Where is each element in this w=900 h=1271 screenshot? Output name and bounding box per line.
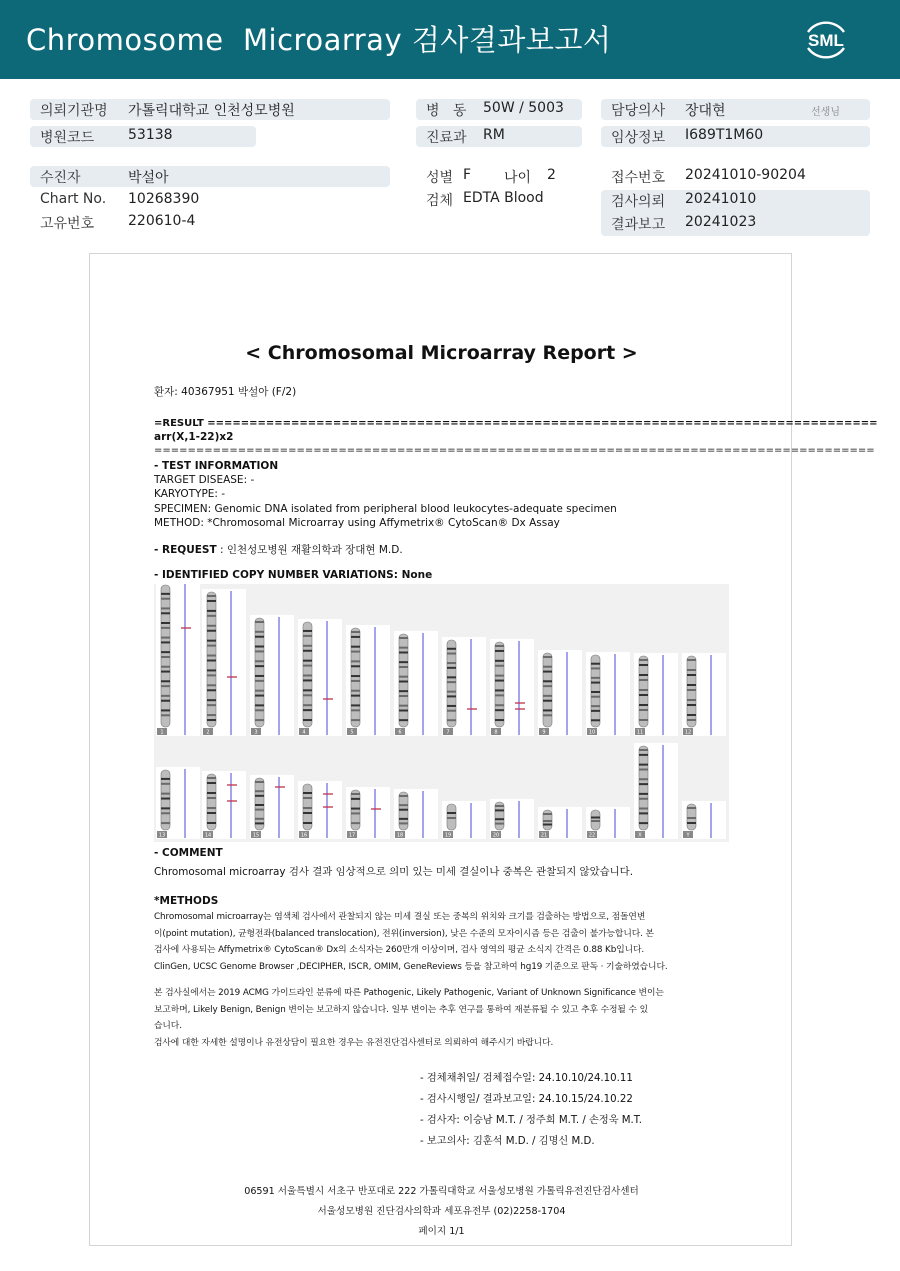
report-date-label: 결과보고	[611, 217, 666, 233]
karyogram-chromosome-Y	[682, 801, 726, 839]
report-header	[0, 0, 900, 79]
acmg-line: 검사에 대한 자세한 설명이나 유전상담이 필요한 경우는 유전진단검사센터로 의뢰하여 해주시기 바랍니다.	[154, 1037, 554, 1048]
karyogram-label: 3	[254, 729, 258, 736]
karyogram-chromosome-18	[394, 789, 438, 839]
karyogram-chromosome-1	[156, 582, 200, 736]
report-title: Chromosome Microarray 검사결과보고서	[26, 23, 612, 57]
karyogram-label: 7	[446, 729, 450, 736]
method-line: METHOD: *Chromosomal Microarray using Affymetrix® CytoScan® Dx Assay	[154, 517, 560, 529]
karyogram-label: 2	[206, 729, 210, 736]
karyogram-label: 12	[684, 729, 692, 736]
karyogram-chromosome-20	[490, 799, 534, 839]
karyogram-chromosome-16	[298, 781, 342, 839]
logo-text: SML	[808, 31, 844, 50]
patient-field: 수진자 박설아	[30, 166, 390, 187]
result-label: =RESULT ================================================================================	[154, 418, 878, 429]
karyotype: KARYOTYPE: -	[154, 488, 226, 500]
karyogram-label: 6	[398, 729, 402, 736]
methods-line: 이(point mutation), 균형전좌(balanced translocation), 전위(inversion), 낮은 수준의 모자이시즘 등은 검출이 불가능합니다. 본	[154, 928, 654, 939]
doctor-field: 담당의사 장대현 선생님	[601, 99, 870, 120]
signoff-block	[420, 1068, 642, 1152]
karyogram-chromosome-11	[634, 653, 678, 736]
karyogram-chromosome-19	[442, 801, 486, 839]
karyogram-label: Y	[686, 832, 690, 839]
methods-paragraph	[154, 909, 668, 975]
karyogram-chromosome-X	[634, 743, 678, 839]
footer-address: 06591 서울특별시 서초구 반포대로 222 가톨릭대학교 서울성모병원 가톨릭유전진단검사센터	[244, 1186, 639, 1197]
result-value: arr(X,1-22)x2	[154, 431, 234, 443]
specimen-field: 검체 EDTA Blood	[426, 190, 544, 209]
karyogram-label: 16	[300, 832, 308, 839]
karyogram-label: 20	[492, 832, 500, 839]
receipt-no-field: 접수번호 20241010-90204	[611, 167, 806, 186]
karyogram-chromosome-22	[586, 807, 630, 839]
karyogram-label: 11	[636, 729, 644, 736]
karyogram-label: 9	[542, 729, 546, 736]
karyogram-label: 18	[396, 832, 404, 839]
karyogram	[154, 584, 729, 842]
karyogram-label: 5	[350, 729, 354, 736]
institution-field: 의뢰기관명 가톨릭대학교 인천성모병원	[30, 99, 390, 120]
karyogram-label: 17	[348, 832, 356, 839]
karyogram-chromosome-21	[538, 807, 582, 839]
acmg-paragraph	[154, 985, 664, 1051]
karyogram-chromosome-7	[442, 637, 486, 736]
test-info-heading: - TEST INFORMATION	[154, 460, 279, 472]
cnv-heading: - IDENTIFIED COPY NUMBER VARIATIONS: None	[154, 569, 433, 581]
footer-department: 서울성모병원 진단검사의학과 세포유전부 (02)2258-1704	[317, 1206, 566, 1217]
acmg-line: 습니다.	[154, 1021, 182, 1031]
ward-field: 병 동 50W / 5003	[416, 99, 582, 120]
clinical-info-field: 임상정보 I689T1M60	[601, 126, 870, 147]
karyogram-label: 21	[540, 832, 548, 839]
karyogram-chromosome-10	[586, 652, 630, 736]
karyogram-label: 19	[444, 832, 452, 839]
request-value: : 인천성모병원 재활의학과 장대현 M.D.	[219, 544, 403, 556]
date-fields-box	[601, 190, 870, 236]
request-date-value: 20241010	[685, 191, 757, 207]
signoff-line: - 검체채취일/ 검체접수일: 24.10.10/24.10.11	[420, 1073, 633, 1084]
karyogram-chromosome-13	[156, 767, 200, 839]
methods-line: 검사에 사용되는 Affymetrix® CytoScan® Dx의 소식자는 260만개 이상이며, 검사 영역의 평균 소식지 간격은 0.88 Kb입니다.	[154, 945, 645, 955]
report-document	[89, 253, 878, 1246]
request-label: - REQUEST	[154, 544, 217, 556]
karyogram-chromosome-9	[538, 650, 582, 736]
karyogram-chromosome-6	[394, 631, 438, 736]
karyogram-chromosome-2	[202, 589, 246, 736]
methods-line: ClinGen, UCSC Genome Browser ,DECIPHER, ISCR, OMIM, GeneReviews 등을 참고하여 hg19 기준으로 판독 · 기술하였습니다.	[154, 961, 668, 972]
signoff-line: - 검사시행일/ 결과보고일: 24.10.15/24.10.22	[420, 1094, 633, 1105]
target-disease: TARGET DISEASE: -	[154, 474, 255, 486]
methods-heading: *METHODS	[154, 895, 219, 907]
karyogram-label: 10	[588, 729, 596, 736]
specimen-line: SPECIMEN: Genomic DNA isolated from peripheral blood leukocytes-adequate specimen	[154, 503, 617, 515]
chart-no-field: Chart No. 10268390	[40, 191, 200, 207]
sml-logo-icon	[798, 12, 854, 68]
comment-text: Chromosomal microarray 검사 결과 임상적으로 의미 있는 미세 결실이나 중복은 관찰되지 않았습니다.	[154, 866, 634, 878]
karyogram-chromosome-12	[682, 653, 726, 736]
karyogram-label: 14	[204, 832, 212, 839]
footer-page: 페이지 1/1	[418, 1226, 465, 1237]
karyogram-label: 1	[160, 729, 164, 736]
methods-line: Chromosomal microarray는 염색체 검사에서 관찰되지 않는 미세 결실 또는 중복의 위치와 크기를 검출하는 방법으로, 점돌연변	[154, 912, 646, 922]
sex-age-field: 성별 F 나이 2	[426, 167, 556, 186]
comment-heading: - COMMENT	[154, 847, 223, 859]
acmg-line: 보고하며, Likely Benign, Benign 변이는 보고하지 않습니다. 일부 변이는 추후 연구를 통하여 재분류될 수 있고 추후 수정될 수 있	[154, 1004, 648, 1015]
karyogram-label: 4	[302, 729, 306, 736]
signoff-line: - 검사자: 이승남 M.T. / 정주희 M.T. / 손정욱 M.T.	[420, 1115, 643, 1126]
unique-no-field: 고유번호 220610-4	[40, 213, 196, 232]
footer-block	[90, 1182, 793, 1242]
report-heading: < Chromosomal Microarray Report >	[245, 342, 638, 364]
karyogram-chromosome-3	[250, 615, 294, 736]
karyogram-chromosome-15	[250, 775, 294, 839]
karyogram-label: 8	[494, 729, 498, 736]
karyogram-label: X	[638, 832, 642, 839]
request-line	[154, 542, 403, 557]
karyogram-chromosome-14	[202, 771, 246, 839]
karyogram-chromosome-4	[298, 619, 342, 736]
signoff-line: - 보고의사: 김훈석 M.D. / 김명신 M.D.	[420, 1136, 595, 1147]
request-date-label: 검사의뢰	[611, 194, 666, 210]
acmg-line: 본 검사실에서는 2019 ACMG 가이드라인 분류에 따른 Pathogenic, Likely Pathogenic, Variant of Unknown Significance 변이는	[154, 988, 664, 998]
result-divider: ======================================================================================	[154, 445, 875, 456]
karyogram-label: 15	[252, 832, 260, 839]
karyogram-chromosome-8	[490, 639, 534, 736]
karyogram-label: 13	[158, 832, 166, 839]
karyogram-label: 22	[588, 832, 596, 839]
department-field: 진료과 RM	[416, 126, 582, 147]
hospital-code-field: 병원코드 53138	[30, 126, 256, 147]
karyogram-chromosome-5	[346, 625, 390, 736]
karyogram-chromosome-17	[346, 787, 390, 839]
report-date-value: 20241023	[685, 214, 757, 230]
patient-line: 환자: 40367951 박설아 (F/2)	[154, 386, 297, 398]
